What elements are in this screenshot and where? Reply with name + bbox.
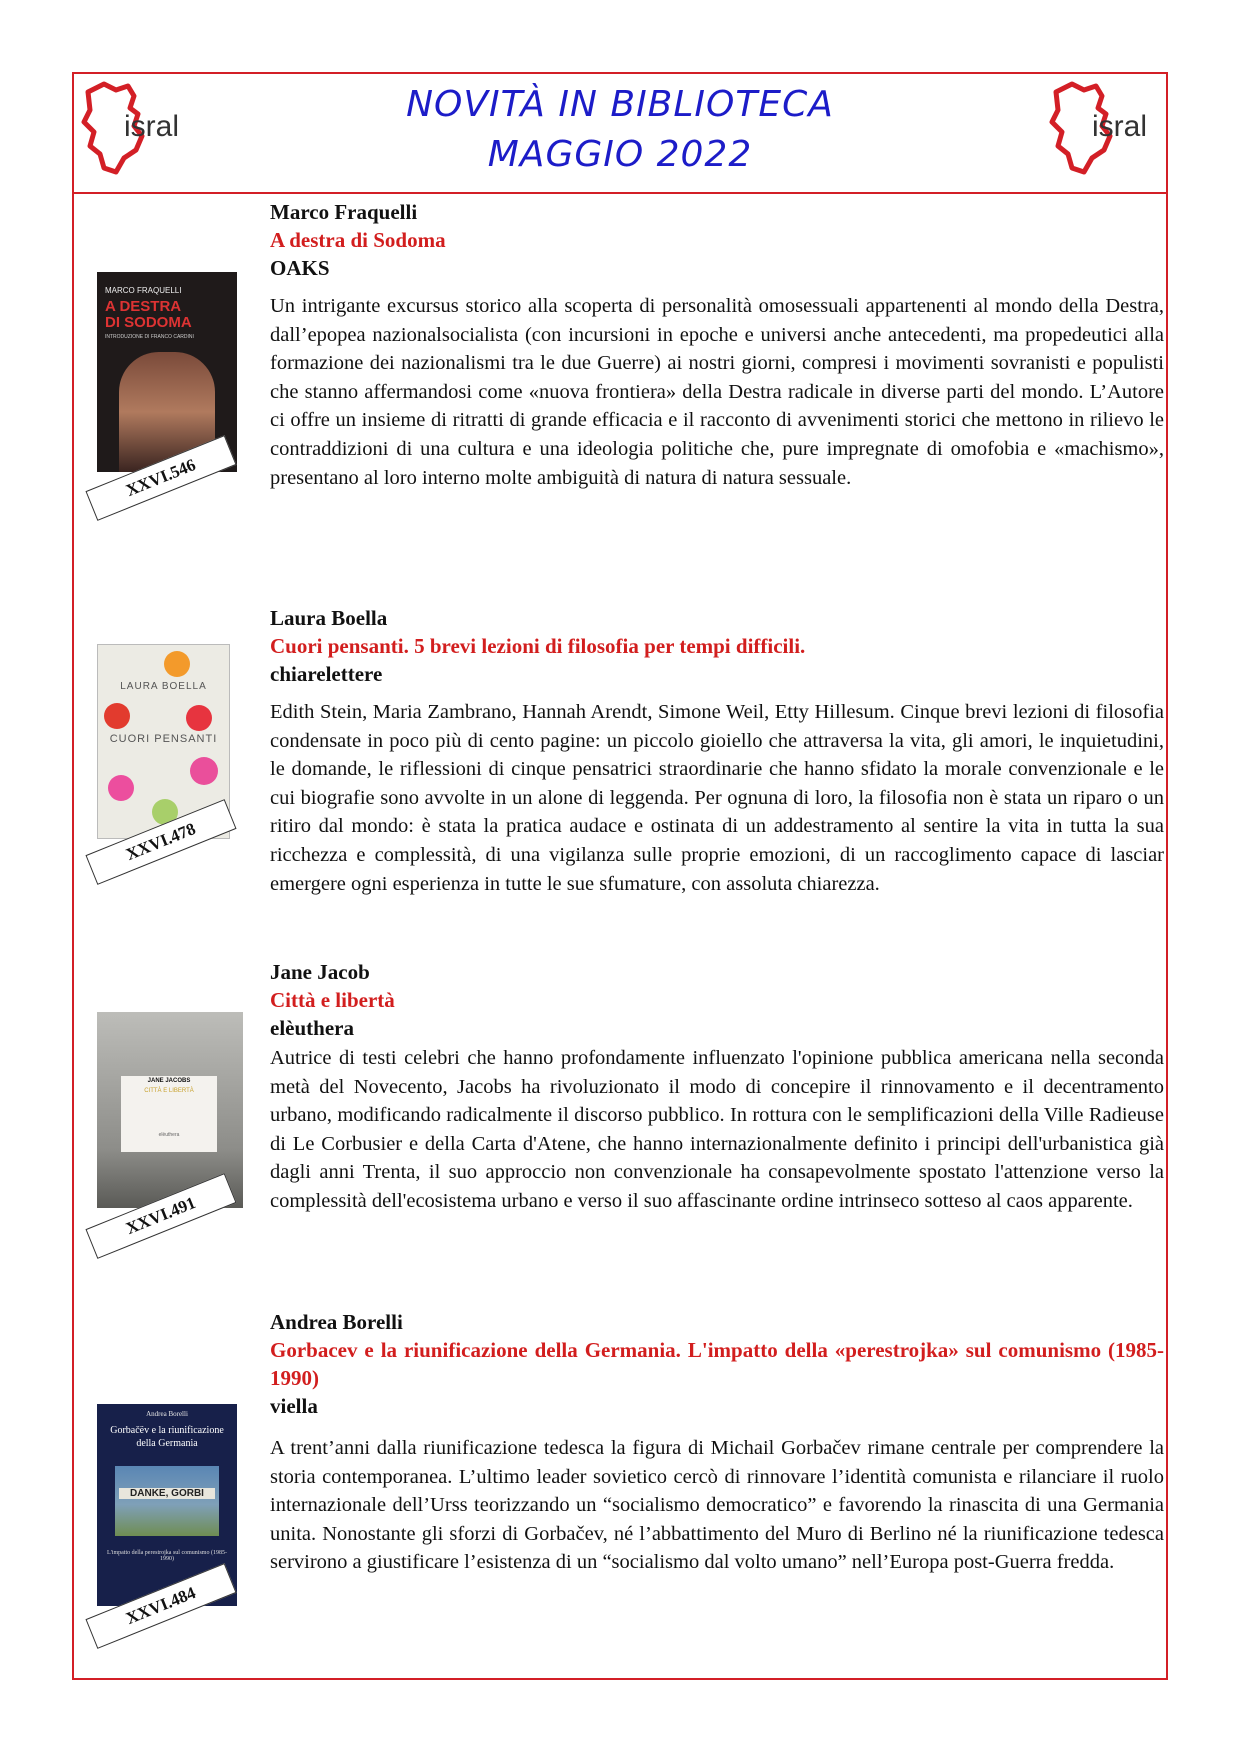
book-entry (270, 1308, 1164, 1577)
decor-circle (164, 651, 190, 677)
shelfmark-tag: XXVI.491 (85, 1173, 236, 1259)
isral-logo (1044, 80, 1164, 180)
book-title: Gorbacev e la riunificazione della Germania. L'impatto della «perestrojka» sul comunismo (1985-1990) (270, 1338, 1164, 1390)
cover-title: CUORI PENSANTI (109, 733, 218, 745)
logo-text: isral (1092, 110, 1148, 143)
cover-author: Andrea Borelli (146, 1410, 188, 1418)
cover-subtitle: INTRODUZIONE DI FRANCO CARDINI (105, 334, 194, 340)
cover-publisher: elèuthera (158, 1132, 180, 1138)
book-author: Andrea Borelli (270, 1310, 403, 1334)
page-title: NOVITÀ IN BIBLIOTECA (406, 84, 834, 125)
cover-subtitle: L'impatto della perestrojka sul comunismo (1985-1990) (107, 1550, 227, 1562)
cover-photo-text: DANKE, GORBI (119, 1488, 215, 1499)
book-entry (270, 198, 1164, 492)
cover-author: JANE JACOBS (147, 1078, 191, 1084)
book-author: Marco Fraquelli (270, 200, 418, 224)
book-description: A trent’anni dalla riunificazione tedesca la figura di Michail Gorbačev rimane centrale per comprendere la storia contemporanea. L’ultimo leader sovietico cercò di rinnovare l’identità comunista e rilanciare il ruolo internazionale dell’Urss teorizzando un “socialismo democratico” e favorendo la rinascita di una Germania unita. Nonostante gli sforzi di Gorbačev, né l’abbattimento del Muro di Berlino né la riunificazione tedesca servirono a giustificare l’esistenza di un “socialismo dal volto umano” nell’Europa post-Guerra fredda. (270, 1437, 1164, 1574)
decor-circle (190, 757, 218, 785)
cover-author: MARCO FRAQUELLI (105, 286, 182, 295)
cover-author: LAURA BOELLA (120, 681, 207, 692)
decor-circle (186, 705, 212, 731)
book-publisher: elèuthera (270, 1016, 354, 1040)
cover-photo (115, 1466, 219, 1536)
cover-label-box (121, 1076, 217, 1152)
book-title: Città e libertà (270, 988, 395, 1012)
logo-text: isral (124, 110, 180, 143)
book-entry (270, 604, 1164, 898)
shelfmark-tag: XXVI.546 (85, 435, 236, 521)
book-publisher: chiarelettere (270, 662, 383, 686)
decor-circle (108, 775, 134, 801)
cover-title: Gorbačëv e la riunificazione della Germania (110, 1425, 224, 1449)
book-author: Jane Jacob (270, 960, 370, 984)
book-publisher: OAKS (270, 256, 330, 280)
book-title: A destra di Sodoma (270, 228, 446, 252)
book-publisher: viella (270, 1394, 318, 1418)
book-description: Edith Stein, Maria Zambrano, Hannah Arendt, Simone Weil, Etty Hillesum. Cinque brevi lezioni di filosofia condensate in poco più di cento pagine: un piccolo gioiello che attraversa la vita, gli amori, le inquietudini, le domande, le riflessioni di cinque pensatrici straordinarie che hanno sfidato la morale convenzionale e le cui biografie sono avvolte in un alone di leggenda. Per ognuna di loro, la filosofia non è stata un riparo o un ritiro dal mondo: è stata la pratica audace e ostinata di un addestramento al sentire la vita in tutta la sua ricchezza e complessità, di una vigilanza sulle proprie emozioni, di un raccoglimento capace di lasciar emergere ogni esperienza in tutte le sue sfumature, con assoluta chiarezza. (270, 701, 1164, 895)
shelfmark-tag: XXVI.484 (85, 1563, 236, 1649)
header (74, 74, 1166, 194)
book-entry (270, 958, 1164, 1216)
page-subtitle: MAGGIO 2022 (487, 134, 753, 175)
decor-circle (104, 703, 130, 729)
book-description: Un intrigante excursus storico alla scoperta di personalità omosessuali appartenenti al mondo della Destra, dall’epopea nazionalsocialista (con incursioni in epoche e universi anche antecedenti, ma propedeutici alla formazione dei nazionalismi tra le due Guerre) ai nostri giorni, compresi i movimenti sovranisti e populisti che stanno affermandosi come «nuova frontiera» della Destra radicale in diverse parti del mondo. L’Autore ci offre un insieme di ritratti di grande efficacia e il racconto di avvenimenti storici che mettono in rilievo le contraddizioni di una cultura e una ideologia politiche che, pure impregnate di omofobia e «machismo», presentano al loro interno molte ambiguità di natura di natura sessuale. (270, 295, 1164, 489)
page-frame (72, 72, 1168, 1680)
book-description: Autrice di testi celebri che hanno profondamente influenzato l'opinione pubblica americana nella seconda metà del Novecento, Jacobs ha rivoluzionato il modo di concepire il rinnovamento e il decentramento urbano, modificando radicalmente il discorso pubblico. In rottura con le semplificazioni della Ville Radieuse di Le Corbusier e della Carta d'Atene, che hanno internazionalmente definito i principi dell'urbanistica già dagli anni Trenta, il suo approccio non convenzionale ha consapevolmente spostato l'attenzione verso la complessità dell'ecosistema urbano e verso il suo affascinante ordine intrinseco sotteso al caos apparente. (270, 1047, 1164, 1212)
shelfmark-tag: XXVI.478 (85, 799, 236, 885)
cover-title: DI SODOMA (105, 314, 192, 331)
book-title: Cuori pensanti. 5 brevi lezioni di filosofia per tempi difficili. (270, 634, 806, 658)
book-author: Laura Boella (270, 606, 388, 630)
cover-title: A DESTRA (105, 298, 182, 315)
cover-title: CITTÀ E LIBERTÀ (144, 1088, 194, 1094)
